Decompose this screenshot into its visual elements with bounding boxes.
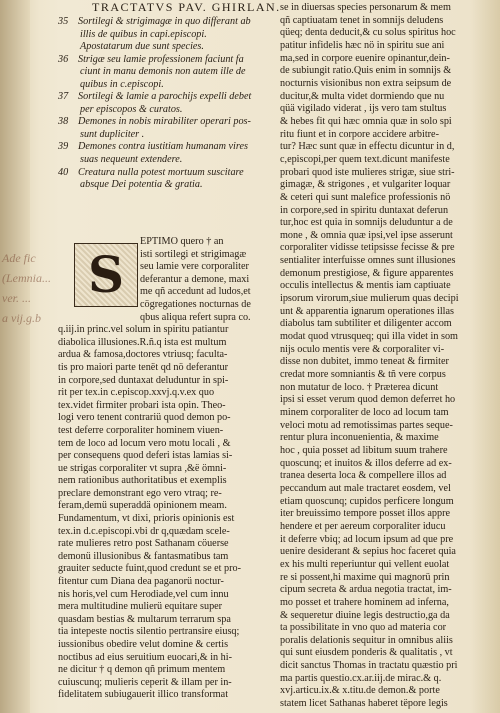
body-text-line: hendere et per aereum corporaliter iducu	[280, 520, 446, 532]
body-text-line: unt & apparentia ignarum operationes illas	[280, 305, 454, 317]
body-text-line: qbus aliqua refert supra co.	[140, 311, 251, 323]
body-text-line: me qñ accedunt ad ludos,et	[140, 286, 251, 298]
summary-text: Strigæ seu lamie professionem faciunt fa	[78, 53, 244, 65]
chapter-summary-list	[58, 16, 276, 192]
body-text-line: preclare demonstrant ego vero vtraq; re-	[58, 487, 222, 499]
body-text-line: ducitur,& multa videt dormiendo que nu	[280, 90, 445, 102]
body-text-line: tur,hoc est quia in somnijs deluduntur a de	[280, 217, 453, 229]
summary-text: Sortilegi & strigimagæ in quo differant ab	[78, 16, 251, 27]
body-text-line: probari quod iste mulieres strigæ, siue stri-	[280, 166, 455, 178]
body-text-line: iter breuissimo tempore posset illos appre	[280, 508, 451, 520]
body-text-line: corporaliter vidisse tetipsisse fecisse & pre	[280, 242, 455, 254]
body-text-line: credat more somniantis & tñ vere corpus	[280, 369, 446, 381]
body-text-line: cögregationes nocturnas de	[140, 298, 251, 310]
summary-number: 36	[58, 53, 69, 65]
body-text-line: isti sortilegi et strigimagæ	[140, 248, 247, 260]
body-text-line: gimagæ, & strigones , et vulgariter loquar	[280, 179, 451, 191]
body-text-line: in corpore,sed duntaxat deluduntur in spi-	[58, 374, 229, 386]
body-text-line: patitur infidelis hæc nö in spiritu sue ani	[280, 39, 445, 51]
body-text-line: re si possent,hi maxime qui magnorü prin	[280, 571, 450, 583]
margin-note-line: a vij.g.b	[2, 311, 41, 325]
body-text-line: occulis intellectus & mentis iam captiuate	[280, 280, 451, 292]
right-column	[280, 2, 494, 710]
body-text-line: ta possibilitate in vno quo ad materia cor	[280, 622, 447, 634]
body-text-line: tur? Hæc sunt quæ in effectu dicuntur in d,	[280, 141, 455, 153]
body-text-line: noctibus ad eius seruitium euocari,& in hi-	[58, 651, 232, 663]
summary-line	[58, 129, 276, 142]
body-text-line: diabolus tam subtiliter et diligenter accom	[280, 318, 452, 330]
summary-line	[58, 167, 276, 180]
running-header: TRACTATVS PAV. GHIRLAN.	[92, 0, 281, 14]
body-text-line: nijs oculo mentis vere & corporaliter vi-	[280, 343, 445, 355]
summary-text: absque Dei potentia & gratia.	[80, 179, 203, 191]
summary-number: 39	[58, 141, 69, 153]
body-text-line: sentialiter interfuisse omnes sunt illusiones	[280, 255, 456, 267]
summary-line	[58, 116, 276, 129]
body-text-line: qüä vigilado viderat , ijs vero tam stultus	[280, 103, 447, 115]
body-text-line: ipsi si esset verum quod demon deferret ho	[280, 394, 456, 406]
summary-line	[58, 79, 276, 92]
body-text-line: EPTIMO quero † an	[140, 236, 224, 247]
body-text-line: statem licet Sathanas haberet tëpore legis	[280, 698, 448, 710]
body-text-line: modat quod vtrusqueq; qui illa videt in som	[280, 331, 458, 343]
body-text-line: tex.in d.c.episcopi.vbi dr q,quædam scele-	[58, 525, 230, 537]
body-text-line: & ceteri qui sunt malefice professionis nö	[280, 191, 451, 203]
body-text-line: ritu fiunt et in corpore accidere arbitre-	[280, 128, 439, 140]
left-body-text	[58, 236, 276, 702]
body-text-line: qñ captiuatam tenet in somnijs deludens	[280, 14, 444, 26]
body-text-line: test deferre corporaliter hominem viuen-	[58, 424, 224, 436]
margin-note-line: ver. ...	[2, 291, 31, 305]
summary-line	[58, 41, 276, 54]
body-text-line: ex his multi reperiuntur qui vellent euolat	[280, 558, 450, 570]
body-text-line: minem corporaliter de loco ad locum tam	[280, 407, 449, 418]
summary-number: 40	[58, 166, 69, 178]
body-text-line: diabolica illusiones.R.ñ.q ista est multum	[58, 336, 227, 348]
body-text-line: logi vero tenent contrariü quod demon po-	[58, 412, 231, 424]
summary-number: 37	[58, 91, 69, 103]
body-text-line: veloci motu ad remotissimas partes seque-	[280, 419, 453, 431]
body-text-line: feram,demü superaddä opinionem meam.	[58, 500, 227, 512]
body-text-line: c,episcopi,per quem text.dicunt manifeste	[280, 153, 450, 165]
body-text-line: non mutatur de loco. † Præterea dicunt	[280, 381, 439, 393]
body-text-line: seu lamie vere corporaliter	[140, 261, 249, 273]
body-text-line: mera multitudine mulierü equitare super	[58, 601, 223, 613]
body-text-line: iussionibus obedire velut domine & certis	[58, 639, 229, 650]
body-text-line: poralis delationis sequitur in omnibus aliis	[280, 634, 453, 646]
body-text-line: tia intepeste noctis silentio pertransire eiusq;	[58, 626, 240, 638]
summary-text: Apostatarum due sunt species.	[80, 41, 204, 53]
summary-line	[58, 104, 276, 117]
body-text-line: per consequens quod deferi istas lamias si-	[58, 450, 233, 462]
body-text-line: peccandum aut male tractaret eosdem, vel	[280, 482, 451, 494]
summary-text: Sortilegi & lamie a parochijs expelli debet	[78, 91, 252, 103]
initial-letter: S	[87, 245, 125, 304]
summary-text: sunt dupliciter .	[80, 128, 145, 140]
body-text-line: & sequeretur diuine legis destructio,ga da	[280, 609, 450, 621]
body-text-line: hoc , quia posset ad libitum suum trahere	[280, 444, 448, 456]
summary-text: suas nequeunt extendere.	[80, 154, 183, 166]
body-text-line: & hebes fit qui hæc omnia quæ in solo spi	[280, 115, 452, 127]
body-text-line: deferantur a demone, maxi	[140, 273, 250, 285]
body-text-line: demonü illusionibus & fantasmatibus tam	[58, 550, 229, 562]
body-text-line: qüeq; denta deducit,& cu solus spiritus hoc	[280, 27, 456, 39]
summary-line	[58, 141, 276, 154]
summary-line	[58, 54, 276, 67]
body-text-line: Fundamentum, vt dixi, prioris opinionis est	[58, 513, 235, 525]
body-text-line: tis pro maiori parte tenët qd nö deferantur	[58, 361, 229, 373]
body-text-line: uenire desiderant & sepius hoc faceret quia	[280, 546, 456, 558]
body-text-line: rate mulieres retro post Sathanam cöuerse	[58, 538, 229, 550]
body-text-line: ne dicitur † q demon qñ primum mentem	[58, 664, 226, 676]
body-text-line: tranea deserta loca & compellere illos ad	[280, 470, 447, 482]
body-text-line: tem de loco ad locum vero motu locali , &	[58, 437, 231, 449]
summary-line	[58, 16, 276, 29]
summary-number: 35	[58, 16, 69, 27]
summary-text: illis de quibus in capi.episcopi.	[80, 28, 207, 40]
summary-text: Demones in nobis mirabiliter operari pos-	[78, 116, 251, 128]
body-text-line: nis horis,vel cum Herodiade,vel cum innu	[58, 588, 229, 600]
summary-text: per episcopos & curatos.	[80, 103, 183, 115]
body-text-line: q.iij.in princ.vel solum in spiritu patiantur	[58, 324, 229, 336]
body-text-line: cipum secreta & ardua negotia tractat, im-	[280, 584, 452, 596]
body-text-line: demonum prestigiose, & figure apparentes	[280, 267, 454, 279]
summary-line	[58, 179, 276, 192]
margin-note-line: (Lemnia...	[2, 271, 51, 285]
summary-line	[58, 154, 276, 167]
body-text-line: cuiuscunq; mulieris ceperit & illam per in-	[58, 676, 232, 688]
margin-note-line: Ade fic	[2, 251, 36, 265]
summary-line	[58, 66, 276, 79]
summary-text: ciunt in manu demonis non autem ille de	[80, 66, 246, 78]
summary-text: Creatura nulla potest mortuum suscitare	[78, 166, 244, 178]
summary-line	[58, 29, 276, 42]
body-text-line: quoscunq; et inuitos & illos deferre ad ex-	[280, 457, 452, 469]
body-text-line: ardua & famosa,doctores vtriusq; faculta-	[58, 349, 228, 361]
body-text-line: etiam quoscunq; cupidos perficere longum	[280, 495, 454, 507]
body-text-line: grauiter seducte fuint,quod credunt se et pro-	[58, 563, 242, 575]
body-text-line: se in diuersas species personarum & mem	[280, 2, 451, 13]
body-text-line: in corpore,sed in spiritu duntaxat deferun	[280, 204, 449, 216]
summary-line	[58, 91, 276, 104]
handwritten-margin-note	[2, 248, 56, 358]
body-text-line: ipsorum virorum,siue mulierum quas decipi	[280, 293, 459, 305]
body-text-line: nem rationibus authoritatibus et exemplis	[58, 475, 227, 487]
body-text-line: de subiungit ratio.Quis enim in somnijs &	[280, 65, 452, 77]
body-text-line: rentur plura inconuenientia, & maxime	[280, 432, 439, 444]
body-text-line: tex.videt firmiter probari ista opin. Theo-	[58, 399, 226, 411]
body-text-line: rit per tex.in c.episcop.xxvj.q.v.ex quo	[58, 387, 215, 399]
body-text-line: qui sunt eiusdem ponderis & qualitatis , vt	[280, 647, 453, 659]
body-text-line: xvj.articu.ix.& x.titu.de demon.& porte	[280, 685, 440, 697]
summary-text: Demones contra iustitiam humanam vires	[78, 141, 248, 153]
body-text-line: mo posset et trahere hominem ad inferna,	[280, 596, 449, 608]
body-text-line: disse non dubitet, immo teneat & firmiter	[280, 356, 449, 368]
summary-text: quibus in c.episcopi.	[80, 78, 164, 90]
body-text-line: dicit sanctus Thomas in tractatu quæstio pri	[280, 660, 458, 672]
body-text-line: nocturnis visionibus non extra seipsum de	[280, 77, 452, 89]
body-text-line: fidelitatem subiugauerit illico transformat	[58, 689, 229, 701]
body-text-line: ma,sed in corpore euenire opinantur,dein-	[280, 52, 450, 64]
body-text-line: ue strigas corporaliter vt supra ,&ë ömni-	[58, 462, 227, 474]
body-text-line: it deferre vbiq; ad locum ipsum ad que pre	[280, 533, 454, 545]
body-text-line: ma partis questio.cx.ar.iij.de mirac.& q.	[280, 672, 442, 684]
summary-number: 38	[58, 116, 69, 128]
body-text-line: mone , & omnia quæ ipsi,vel ipse asserunt	[280, 229, 453, 241]
body-text-line: quasdam bestias & multarum terrarum spa	[58, 613, 231, 625]
body-text-line: fitentur cum Diana dea paganorü noctur-	[58, 576, 224, 588]
